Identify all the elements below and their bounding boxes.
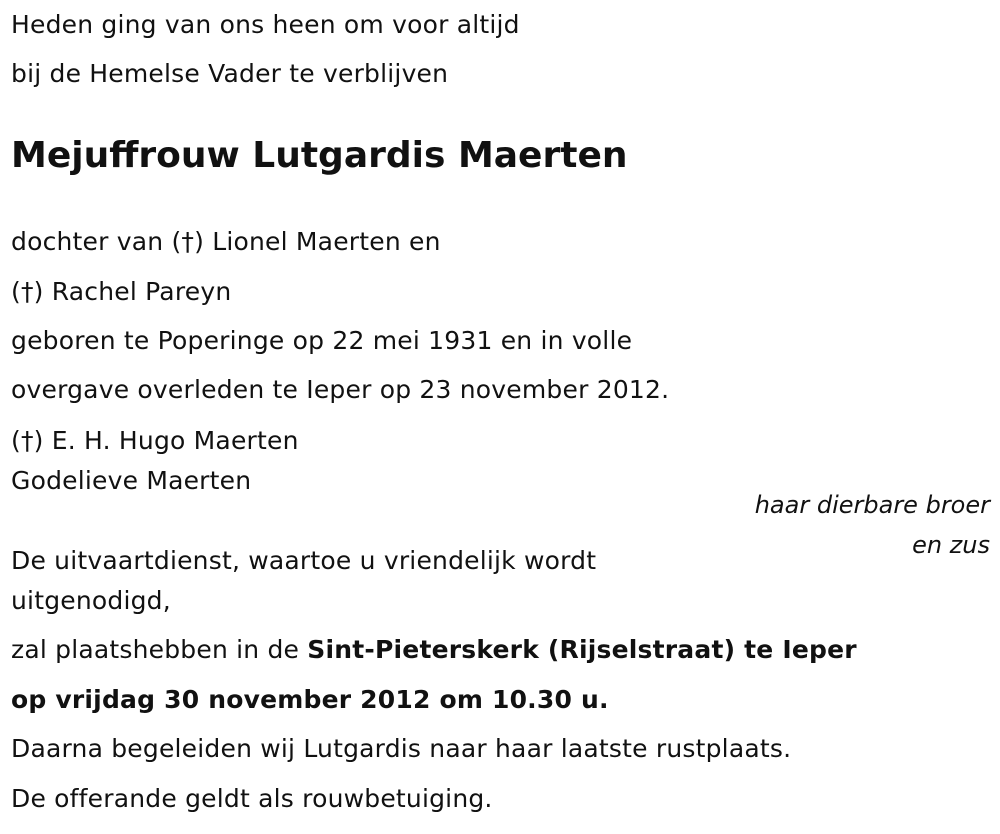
service-line-6: De offerande geldt als rouwbetuiging. [11,784,493,813]
family-relation-line-2: en zus [912,531,990,559]
deceased-name: Mejuffrouw Lutgardis Maerten [11,135,628,176]
family-relation-line-1: haar dierbare broer [754,491,990,519]
service-date: op vrijdag 30 november 2012 om 10.30 u. [11,685,609,714]
service-line-3 [11,635,857,665]
details-line-1: dochter van (†) Lionel Maerten en [11,227,441,256]
service-line-5: Daarna begeleiden wij Lutgardis naar haar laatste rustplaats. [11,734,792,763]
service-line-2: uitgenodigd, [11,586,171,615]
family-member-1: (†) E. H. Hugo Maerten [11,426,299,455]
details-line-3: geboren te Poperinge op 22 mei 1931 en in volle [11,326,633,355]
intro-line-1: Heden ging van ons heen om voor altijd [11,10,520,39]
family-member-2: Godelieve Maerten [11,466,252,495]
intro-line-2: bij de Hemelse Vader te verblijven [11,59,449,88]
service-line-1: De uitvaartdienst, waartoe u vriendelijk wordt [11,546,597,575]
details-line-2: (†) Rachel Pareyn [11,277,232,306]
service-line-3-prefix: zal plaatshebben in de [11,635,308,664]
service-location: Sint-Pieterskerk (Rijselstraat) te Ieper [307,635,857,664]
details-line-4: overgave overleden te Ieper op 23 november 2012. [11,375,670,404]
